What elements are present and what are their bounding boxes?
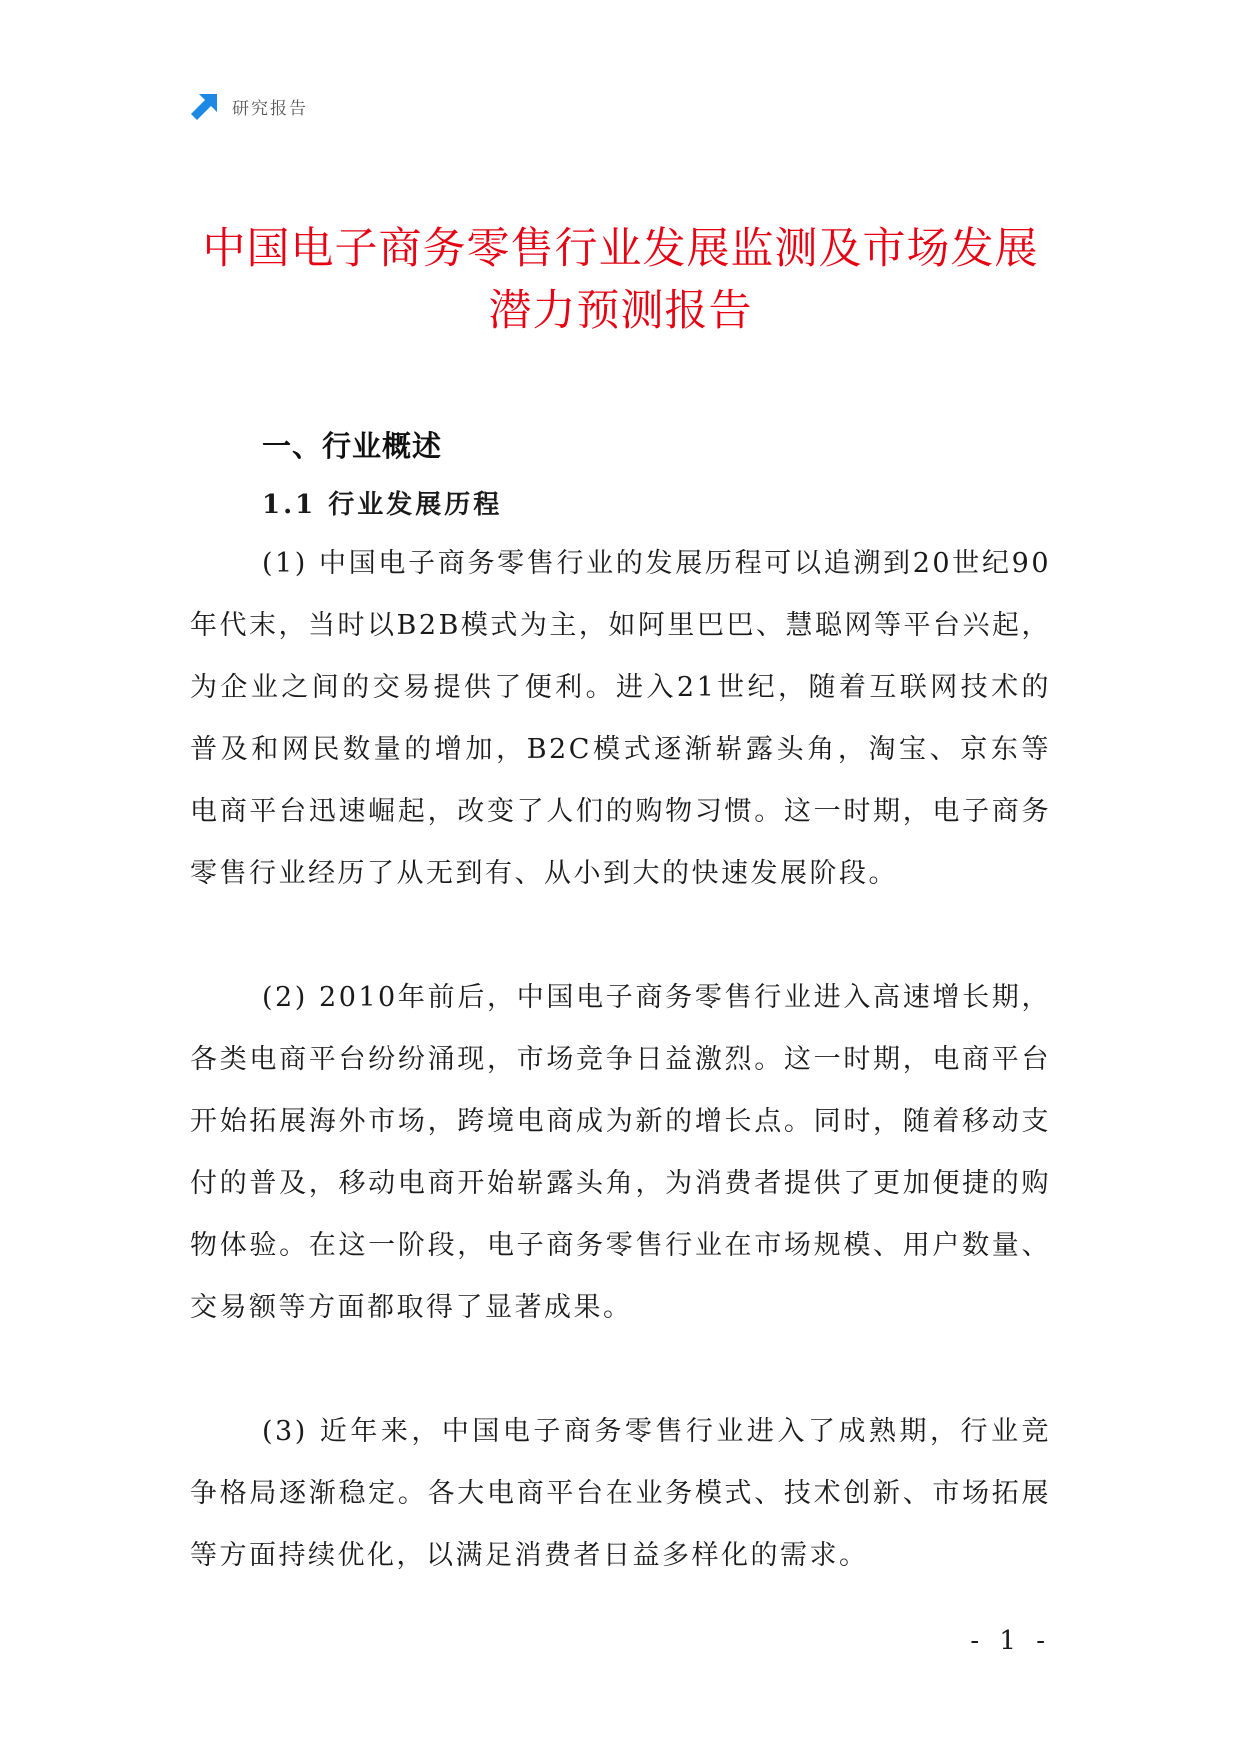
paragraph-3: (3) 近年来，中国电子商务零售行业进入了成熟期，行业竞争格局逐渐稳定。各大电商平台在业务模式、技术创新、市场拓展等方面持续优化，以满足消费者日益多样化的需求。 [190,1416,1051,1571]
report-header [190,90,308,122]
page-number: - 1 - [970,1626,1051,1656]
paragraph-1: (1) 中国电子商务零售行业的发展历程可以追溯到20世纪90年代末，当时以B2B模式为主，如阿里巴巴、慧聪网等平台兴起，为企业之间的交易提供了便利。进入21世纪，随着互联网技术的普及和网民数量的增加，B2C模式逐渐崭露头角，淘宝、京东等电商平台迅速崛起，改变了人们的购物习惯。这一时期，电子商务零售行业经历了从无到有、从小到大的快速发展阶段。 [190,548,1051,889]
header-label: 研究报告 [232,98,308,119]
paragraph-2: (2) 2010年前后，中国电子商务零售行业进入高速增长期，各类电商平台纷纷涌现，市场竞争日益激烈。这一时期，电商平台开始拓展海外市场，跨境电商成为新的增长点。同时，随着移动支付的普及，移动电商开始崭露头角，为消费者提供了更加便捷的购物体验。在这一阶段，电子商务零售行业在市场规模、用户数量、交易额等方面都取得了显著成果。 [190,982,1051,1323]
arrow-up-right-icon [190,91,220,121]
subsection-heading: 1.1 行业发展历程 [262,490,503,520]
document-title: 中国电子商务零售行业发展监测及市场发展潜力预测报告 [202,224,1039,336]
section-heading: 一、行业概述 [262,429,443,463]
